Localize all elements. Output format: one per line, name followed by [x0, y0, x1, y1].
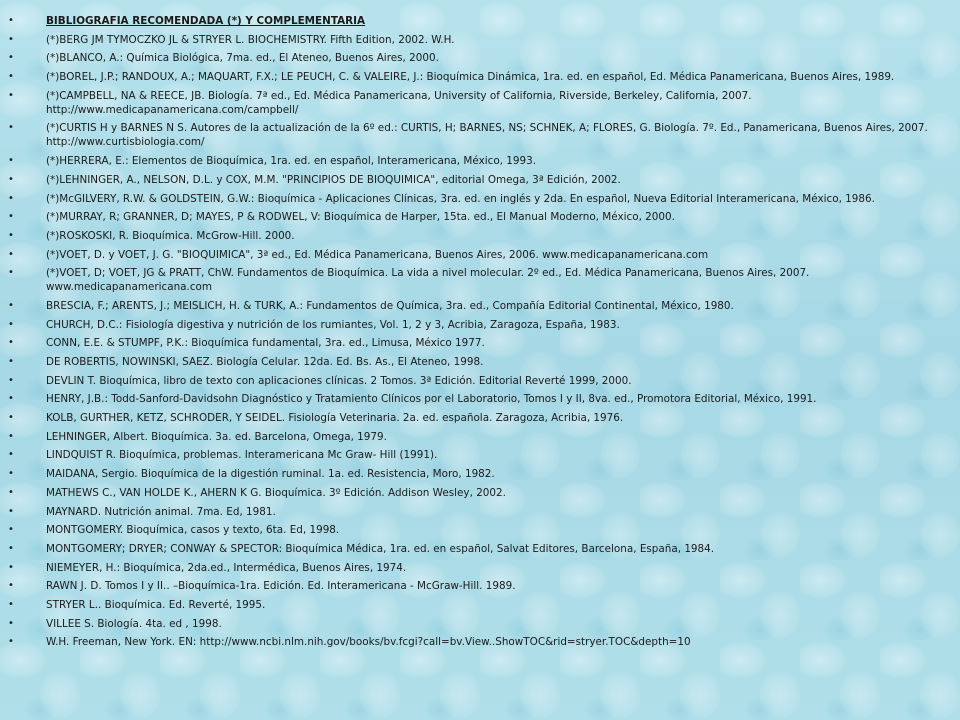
reference-item: [0, 154, 960, 168]
reference-text: (*)VOET, D. y VOET, J. G. "BIOQUIMICA", 3ª ed., Ed. Médica Panamericana, Buenos Aires, 2006. www.medicapanamericana.com: [46, 248, 709, 261]
bullet-icon: •: [8, 580, 14, 592]
bullet-icon: •: [8, 229, 14, 241]
reference-text: (*)BOREL, J.P.; RANDOUX, A.; MAQUART, F.X.; LE PEUCH, C. & VALEIRE, J.: Bioquímica Dinámica, 1ra. ed. en español, Ed. Médica Panamericana, Buenos Aires, 1989.: [46, 71, 895, 84]
bullet-icon: •: [8, 211, 14, 223]
bullet-icon: •: [8, 430, 14, 442]
reference-item: [0, 89, 960, 117]
reference-item: [0, 33, 960, 47]
reference-item: [0, 392, 960, 406]
reference-item: [0, 635, 960, 649]
reference-text: LINDQUIST R. Bioquímica, problemas. Interamericana Mc Graw- Hill (1991).: [46, 449, 438, 462]
reference-text: STRYER L.. Bioquímica. Ed. Reverté, 1995.: [46, 598, 266, 611]
reference-text: MONTGOMERY; DRYER; CONWAY & SPECTOR: Bioquímica Médica, 1ra. ed. en español, Salvat Editores, Barcelona, España, 1984.: [46, 542, 715, 555]
bullet-icon: •: [8, 393, 14, 405]
reference-text: KOLB, GURTHER, KETZ, SCHRODER, Y SEIDEL. Fisiología Veterinaria. 2a. ed. española. Zaragoza, Acribia, 1976.: [46, 412, 624, 425]
bullet-icon: •: [8, 636, 14, 648]
reference-text: BRESCIA, F.; ARENTS, J.; MEISLICH, H. & TURK, A.: Fundamentos de Química, 3ra. ed., Compañía Editorial Continental, México, 1980.: [46, 299, 734, 312]
reference-text: DEVLIN T. Bioquímica, libro de texto con aplicaciones clínicas. 2 Tomos. 3ª Edición. Editorial Reverté 1999, 2000.: [46, 374, 632, 387]
bullet-icon: •: [8, 318, 14, 330]
reference-item: [0, 51, 960, 65]
reference-text: (*)LEHNINGER, A., NELSON, D.L. y COX, M.M. "PRINCIPIOS DE BIOQUIMICA", editorial Omega, 3ª Edición, 2002.: [46, 173, 621, 186]
bibliography-heading-item: [0, 14, 960, 28]
reference-item: [0, 561, 960, 575]
bullet-icon: •: [8, 248, 14, 260]
bullet-icon: •: [8, 267, 14, 279]
bullet-icon: •: [8, 122, 14, 134]
reference-item: [0, 411, 960, 425]
reference-item: [0, 617, 960, 631]
bullet-icon: •: [8, 542, 14, 554]
reference-text: (*)McGILVERY, R.W. & GOLDSTEIN, G.W.: Bioquímica - Aplicaciones Clínicas, 3ra. ed. en inglés y 2da. En español, Nueva Editorial Interamericana, México, 1986.: [46, 192, 875, 205]
reference-text: VILLEE S. Biología. 4ta. ed , 1998.: [46, 617, 222, 630]
reference-item: [0, 523, 960, 537]
reference-item: [0, 486, 960, 500]
reference-text: (*)CURTIS H y BARNES N S. Autores de la actualización de la 6º ed.: CURTIS, H; BARNES, NS; SCHNEK, A; FLORES, G. Biología. 7º. Ed., Panamericana, Buenos Aires, 2007. http://www.curtisbiologia.com/: [46, 122, 928, 149]
reference-item: [0, 467, 960, 481]
bullet-icon: •: [8, 337, 14, 349]
reference-text: LEHNINGER, Albert. Bioquímica. 3a. ed. Barcelona, Omega, 1979.: [46, 430, 387, 443]
reference-item: [0, 374, 960, 388]
bullet-icon: •: [8, 33, 14, 45]
reference-item: [0, 210, 960, 224]
reference-text: (*)VOET, D; VOET, JG & PRATT, ChW. Fundamentos de Bioquímica. La vida a nivel molecular. 2º ed., Ed. Médica Panamericana, Buenos Aires, 2007. www.medicapanamericana.com: [46, 267, 810, 294]
reference-text: MAYNARD. Nutrición animal. 7ma. Ed, 1981.: [46, 505, 276, 518]
bullet-icon: •: [8, 412, 14, 424]
bullet-icon: •: [8, 52, 14, 64]
bullet-icon: •: [8, 561, 14, 573]
bullet-icon: •: [8, 299, 14, 311]
reference-text: MONTGOMERY. Bioquímica, casos y texto, 6ta. Ed, 1998.: [46, 524, 340, 537]
bullet-icon: •: [8, 468, 14, 480]
bullet-icon: •: [8, 598, 14, 610]
reference-item: [0, 598, 960, 612]
bullet-icon: •: [8, 374, 14, 386]
reference-text: RAWN J. D. Tomos I y II.. –Bioquímica-1ra. Edición. Ed. Interamericana - McGraw-Hill. 1989.: [46, 580, 516, 593]
reference-text: (*)HERRERA, E.: Elementos de Bioquímica, 1ra. ed. en español, Interamericana, México, 1993.: [46, 155, 537, 168]
reference-text: DE ROBERTIS, NOWINSKI, SAEZ. Biología Celular. 12da. Ed. Bs. As., El Ateneo, 1998.: [46, 356, 484, 368]
reference-text: CHURCH, D.C.: Fisiología digestiva y nutrición de los rumiantes, Vol. 1, 2 y 3, Acribia, Zaragoza, España, 1983.: [46, 318, 620, 331]
reference-item: [0, 336, 960, 350]
bullet-icon: •: [8, 505, 14, 517]
reference-item: [0, 229, 960, 243]
reference-item: [0, 448, 960, 462]
reference-text: CONN, E.E. & STUMPF, P.K.: Bioquímica fundamental, 3ra. ed., Limusa, México 1977.: [46, 337, 485, 350]
bullet-icon: •: [8, 173, 14, 185]
reference-text: HENRY, J.B.: Todd-Sanford-Davidsohn Diagnóstico y Tratamiento Clínicos por el Laboratorio, Tomos I y II, 8va. ed., Promotora Editorial, México, 1991.: [46, 393, 817, 406]
reference-text: (*)MURRAY, R; GRANNER, D; MAYES, P & RODWEL, V: Bioquímica de Harper, 15ta. ed., El Manual Moderno, México, 2000.: [46, 211, 675, 224]
reference-text: MAIDANA, Sergio. Bioquímica de la digestión ruminal. 1a. ed. Resistencia, Moro, 1982.: [46, 468, 495, 481]
bullet-icon: •: [8, 155, 14, 167]
reference-text: (*)BERG JM TYMOCZKO JL & STRYER L. BIOCHEMISTRY. Fifth Edition, 2002. W.H.: [46, 33, 455, 46]
reference-item: [0, 266, 960, 294]
reference-item: [0, 70, 960, 84]
reference-item: [0, 318, 960, 332]
reference-item: [0, 355, 960, 369]
reference-item: [0, 430, 960, 444]
bullet-icon: •: [8, 617, 14, 629]
bullet-icon: •: [8, 192, 14, 204]
bullet-icon: •: [8, 89, 14, 101]
reference-text: W.H. Freeman, New York. EN: http://www.ncbi.nlm.nih.gov/books/bv.fcgi?call=bv.View..ShowTOC&rid=stryer.TOC&depth=10: [46, 636, 691, 649]
reference-text: MATHEWS C., VAN HOLDE K., AHERN K G. Bioquímica. 3º Edición. Addison Wesley, 2002.: [46, 486, 506, 499]
reference-item: [0, 299, 960, 313]
reference-item: [0, 173, 960, 187]
reference-text: NIEMEYER, H.: Bioquímica, 2da.ed., Intermédica, Buenos Aires, 1974.: [46, 561, 407, 574]
bullet-icon: •: [8, 15, 14, 26]
reference-item: [0, 192, 960, 206]
bullet-icon: •: [8, 524, 14, 536]
reference-item: [0, 579, 960, 593]
reference-text: (*)CAMPBELL, NA & REECE, JB. Biología. 7ª ed., Ed. Médica Panamericana, University of California, Riverside, Berkeley, California, 2007. http://www.medicapanamericana.com/campbell/: [46, 89, 752, 116]
bullet-icon: •: [8, 71, 14, 83]
reference-item: [0, 121, 960, 149]
reference-item: [0, 248, 960, 262]
bullet-icon: •: [8, 449, 14, 461]
reference-item: [0, 542, 960, 556]
bullet-icon: •: [8, 486, 14, 498]
bibliography-list: [0, 14, 960, 654]
reference-item: [0, 505, 960, 519]
reference-text: (*)BLANCO, A.: Química Biológica, 7ma. ed., El Ateneo, Buenos Aires, 2000.: [46, 52, 439, 65]
reference-text: (*)ROSKOSKI, R. Bioquímica. McGrow-Hill. 2000.: [46, 229, 295, 242]
bullet-icon: •: [8, 356, 14, 367]
bibliography-heading: BIBLIOGRAFIA RECOMENDADA (*) Y COMPLEMENTARIA: [46, 15, 366, 27]
